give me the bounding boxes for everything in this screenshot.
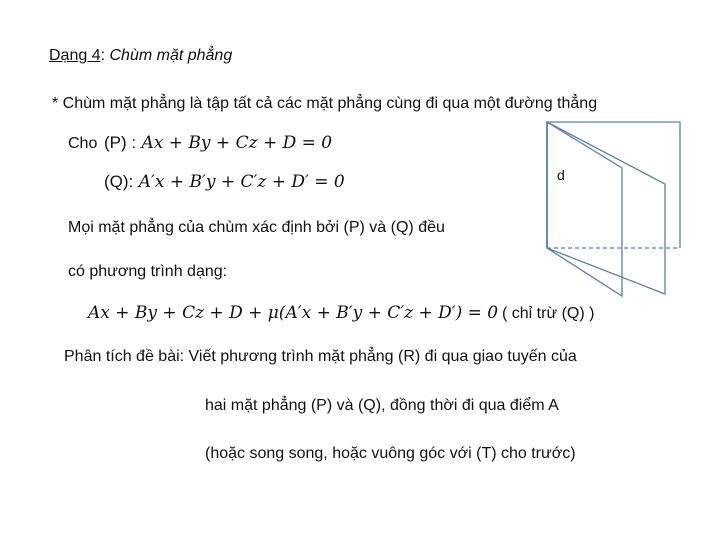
- plane-middle: [547, 122, 622, 296]
- exception-note: ( chỉ trừ (Q) ): [502, 305, 595, 322]
- title-prefix: Dạng 4: [49, 47, 101, 64]
- equation-p: [104, 133, 332, 153]
- definition-text: * Chùm mặt phẳng là tập tất cả các mặt phẳng cùng đi qua một đường thẳng: [52, 95, 598, 112]
- plane-back: [547, 122, 680, 248]
- equation-q-expr: A′x + B′y + C′z + D′ = 0: [138, 172, 345, 192]
- given-label: Cho: [68, 135, 98, 152]
- statement-line-1: Mọi mặt phẳng của chùm xác định bởi (P) và (Q) đều: [68, 219, 445, 236]
- statement-line-2: có phương trình dạng:: [68, 263, 228, 280]
- plane-right: [547, 122, 665, 294]
- analysis-line-3: (hoặc song song, hoặc vuông góc với (T) cho trước): [205, 445, 576, 462]
- equation-q-label: (Q):: [104, 172, 134, 191]
- plane-pencil-figure: [540, 118, 690, 300]
- analysis-line-1: Phân tích đề bài: Viết phương trình mặt phẳng (R) đi qua giao tuyến của: [64, 348, 577, 365]
- title-separator: :: [100, 47, 110, 64]
- analysis-line-2: hai mặt phẳng (P) và (Q), đồng thời đi qua điểm A: [205, 397, 559, 414]
- section-title: [49, 47, 232, 65]
- pencil-equation: [88, 303, 498, 323]
- equation-p-label: (P) :: [104, 133, 137, 152]
- equation-q: [104, 172, 345, 192]
- pencil-equation-expr: Ax + By + Cz + D + μ(A′x + B′y + C′z + D′) = 0: [88, 303, 499, 323]
- equation-p-expr: Ax + By + Cz + D = 0: [141, 133, 333, 153]
- title-name: Chùm mặt phẳng: [109, 47, 233, 64]
- figure-label-d: d: [557, 167, 565, 183]
